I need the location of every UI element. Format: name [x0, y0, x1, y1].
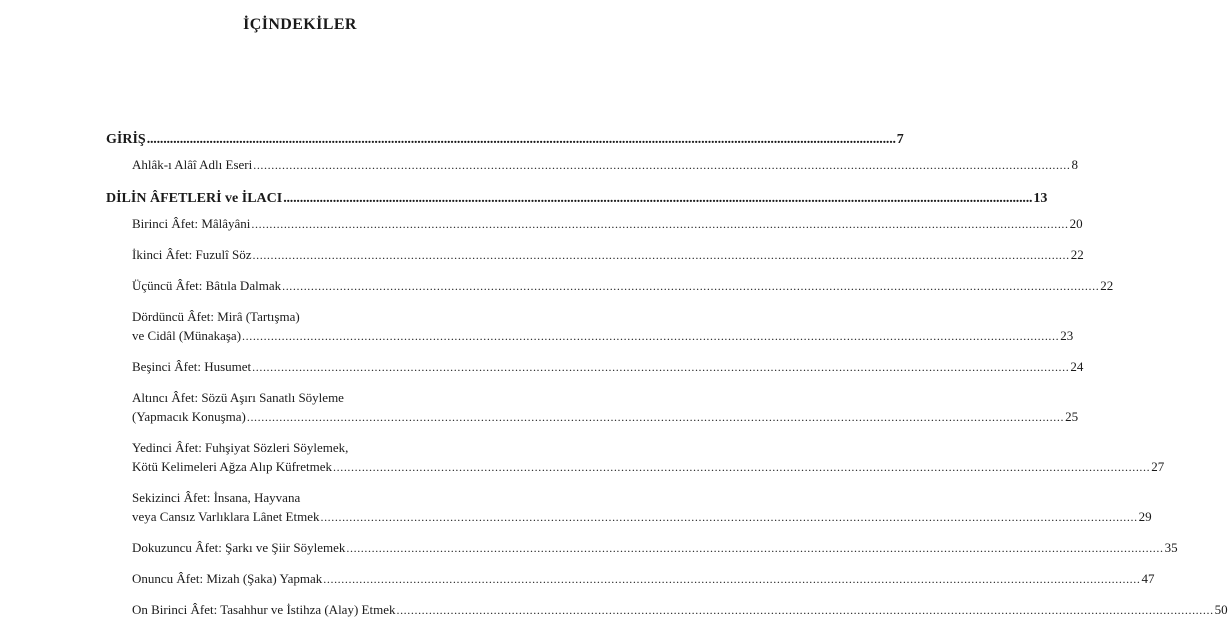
toc-label: Dokuzuncu Âfet: Şarkı ve Şiir Söylemek — [132, 540, 346, 555]
dot-leader — [283, 189, 1032, 209]
toc-entry-afet-4[interactable] — [106, 326, 1074, 346]
toc-page-number: 22 — [1070, 247, 1084, 262]
toc-label: Kötü Kelimeleri Ağza Alıp Küfretmek — [132, 459, 333, 474]
toc-page-number: 47 — [1141, 571, 1155, 586]
dot-leader — [252, 358, 1069, 377]
toc-entry-afet-3[interactable] — [106, 276, 1114, 296]
toc-entry-afet-7-line-1[interactable]: Yedinci Âfet: Fuhşiyat Sözleri Söylemek, — [132, 440, 349, 455]
toc-label: Birinci Âfet: Mâlâyâni — [132, 216, 251, 231]
toc-page-number: 7 — [896, 132, 904, 147]
toc-page-number: 22 — [1100, 278, 1114, 293]
table-of-contents — [106, 130, 1228, 620]
dot-leader — [333, 458, 1150, 477]
dot-leader — [253, 246, 1070, 265]
dot-leader — [323, 570, 1140, 589]
toc-entry-afet-6-line-1[interactable]: Altıncı Âfet: Sözü Aşırı Sanatlı Söyleme — [132, 390, 344, 405]
toc-label: veya Cansız Varlıklara Lânet Etmek — [132, 509, 320, 524]
toc-entry-afet-2[interactable] — [106, 245, 1084, 265]
dot-leader — [346, 539, 1163, 558]
toc-label: Üçüncü Âfet: Bâtıla Dalmak — [132, 278, 282, 293]
toc-label: (Yapmacık Konuşma) — [132, 409, 246, 424]
dot-leader — [147, 130, 896, 150]
toc-label: Onuncu Âfet: Mizah (Şaka) Yapmak — [132, 571, 323, 586]
toc-page-number: 13 — [1033, 191, 1048, 206]
dot-leader — [396, 601, 1213, 620]
page-title: İÇİNDEKİLER — [243, 16, 357, 33]
toc-label: DİLİN ÂFETLERİ ve İLACI — [106, 191, 283, 206]
toc-label: Ahlâk-ı Alâî Adlı Eseri — [132, 157, 253, 172]
toc-entry-afet-9[interactable] — [106, 538, 1178, 558]
toc-page-number: 23 — [1060, 328, 1074, 343]
dot-leader — [282, 277, 1099, 296]
toc-entry-afet-8-line-1[interactable]: Sekizinci Âfet: İnsana, Hayvana — [132, 490, 301, 505]
toc-entry-ahlak[interactable] — [106, 155, 1078, 175]
toc-page-number: 27 — [1151, 459, 1165, 474]
toc-label: İkinci Âfet: Fuzulî Söz — [132, 247, 252, 262]
toc-page-number: 20 — [1069, 216, 1083, 231]
toc-page-number: 35 — [1164, 540, 1178, 555]
toc-page-number: 50 — [1214, 602, 1228, 617]
toc-entry-afet-5[interactable] — [106, 357, 1084, 377]
toc-entry-afet-10[interactable] — [106, 569, 1155, 589]
toc-page-number: 29 — [1138, 509, 1152, 524]
toc-entry-afet-7[interactable] — [106, 457, 1165, 477]
toc-entry-afet-11[interactable] — [106, 600, 1228, 620]
toc-entry-afet-8[interactable] — [106, 507, 1152, 527]
toc-label: On Birinci Âfet: Tasahhur ve İstihza (Alay) Etmek — [132, 602, 396, 617]
toc-page-number: 24 — [1070, 359, 1084, 374]
toc-label: ve Cidâl (Münakaşa) — [132, 328, 242, 343]
dot-leader — [242, 327, 1059, 346]
dot-leader — [320, 508, 1137, 527]
toc-page-number: 25 — [1065, 409, 1079, 424]
dot-leader — [253, 156, 1070, 175]
toc-entry-afet-6[interactable] — [106, 407, 1079, 427]
toc-section-dilin[interactable] — [106, 189, 1048, 209]
toc-label: GİRİŞ — [106, 132, 146, 147]
dot-leader — [251, 215, 1068, 234]
toc-entry-afet-4-line-1[interactable]: Dördüncü Âfet: Mirâ (Tartışma) — [132, 309, 300, 324]
toc-label: Beşinci Âfet: Husumet — [132, 359, 252, 374]
toc-section-giris[interactable] — [106, 130, 904, 150]
toc-entry-afet-1[interactable] — [106, 214, 1083, 234]
dot-leader — [247, 408, 1064, 427]
toc-page-number: 8 — [1071, 157, 1078, 172]
